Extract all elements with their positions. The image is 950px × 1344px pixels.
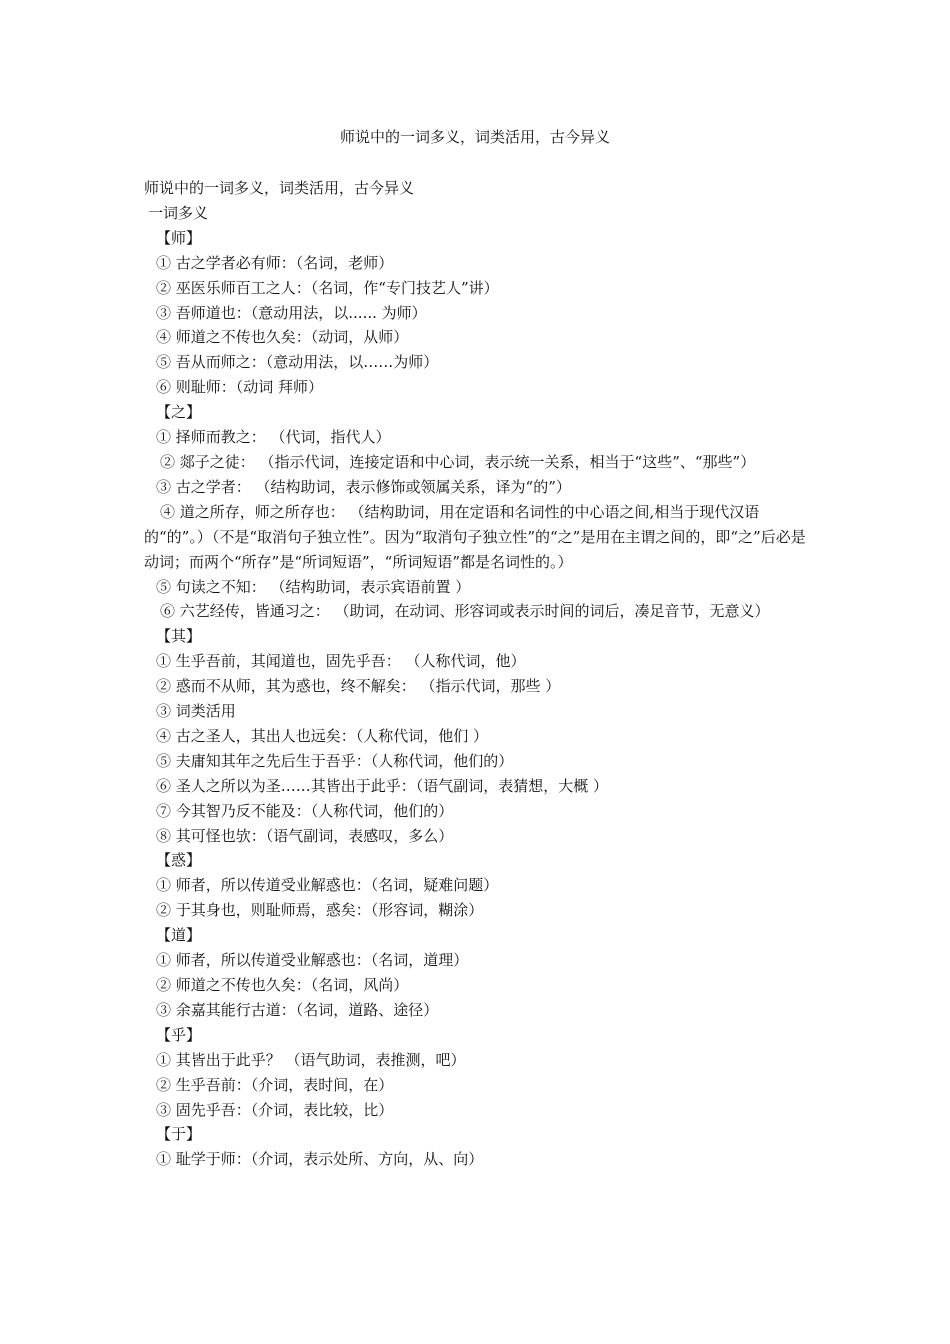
document-body: [144, 176, 808, 1172]
list-item: ④ 师道之不传也久矣：（动词，从师）: [156, 328, 409, 347]
list-item: ① 生乎吾前，其闻道也，固先乎吾： （人称代词，他）: [156, 652, 526, 671]
list-item: ① 师者，所以传道受业解惑也：（名词，道理）: [156, 951, 469, 970]
list-item: ③ 固先乎吾：（介词，表比较，比）: [156, 1100, 394, 1119]
group-head-huo: 【惑】: [156, 851, 202, 870]
list-item: ② 师道之不传也久矣：（名词，风尚）: [156, 976, 409, 994]
document-title: 师说中的一词多义，词类活用，古今异义: [339, 128, 610, 146]
group-head-hu: 【乎】: [156, 1025, 202, 1044]
document-heading: 师说中的一词多义，词类活用，古今异义: [144, 179, 415, 197]
group-head-yu: 【于】: [156, 1125, 202, 1144]
list-item: ② 郯子之徒： （指示代词，连接定语和中心词，表示统一关系，相当于“这些”、“那些”）: [160, 452, 756, 471]
list-item: ④ 道之所存，师之所存也： （结构助词，用在定语和名词性的中心语之间,相当于现代汉语的“的”。）（不是“取消句子独立性”。因为“取消句子独立性”的“之”是用在主谓之间的，即“之”后必是动词；而两个“所存”是“所词短语”，“所词短语”都是名词性的。）: [144, 502, 806, 571]
list-item: ⑤ 夫庸知其年之先后生于吾乎：（人称代词，他们的）: [156, 751, 514, 770]
list-item: ③ 余嘉其能行古道：（名词，道路、途径）: [156, 1000, 439, 1019]
list-item: ② 生乎吾前：（介词，表时间，在）: [156, 1075, 394, 1094]
list-item: ⑥ 则耻师：（动词 拜师）: [156, 378, 324, 397]
list-item: ⑥ 六艺经传，皆通习之： （助词，在动词、形容词或表示时间的词后，凑足音节，无意义）: [160, 602, 770, 621]
list-item: ⑤ 句读之不知： （结构助词，表示宾语前置 ）: [156, 577, 471, 596]
list-item: ① 古之学者必有师：（名词，老师）: [156, 253, 394, 272]
list-item: ① 其皆出于此乎？ （语气助词，表推测，吧）: [156, 1050, 466, 1069]
list-item: ⑧ 其可怪也欤：（语气副词，表感叹，多么）: [156, 826, 454, 845]
list-item: ⑥ 圣人之所以为圣……其皆出于此乎：（语气副词，表猜想，大概 ）: [156, 776, 609, 795]
list-item: ① 师者，所以传道受业解惑也：（名词，疑难问题）: [156, 876, 499, 895]
list-item: ③ 吾师道也：（意动用法，以...... 为师）: [156, 303, 427, 322]
list-item: ② 惑而不从师，其为惑也，终不解矣： （指示代词，那些 ）: [156, 677, 561, 696]
list-item: ⑤ 吾从而师之：（意动用法，以……为师）: [156, 353, 439, 372]
group-head-shi: 【师】: [156, 228, 202, 247]
list-item: ② 巫医乐师百工之人：（名词，作“专门技艺人”讲）: [156, 278, 499, 297]
section-heading: 一词多义: [148, 203, 209, 222]
group-head-dao: 【道】: [156, 926, 202, 945]
group-head-zhi: 【之】: [156, 403, 202, 422]
list-item: ① 择师而教之： （代词，指代人）: [156, 428, 391, 447]
group-head-qi: 【其】: [156, 627, 202, 646]
list-item: ② 于其身也，则耻师焉，惑矣：（形容词，糊涂）: [156, 901, 484, 920]
list-item: ④ 古之圣人，其出人也远矣：（人称代词，他们 ）: [156, 726, 489, 745]
list-item: ③ 词类活用: [156, 702, 236, 721]
list-item: ③ 古之学者： （结构助词，表示修饰或领属关系，译为“的”）: [156, 477, 571, 496]
list-item: ⑦ 今其智乃反不能及：（人称代词，他们的）: [156, 801, 454, 820]
list-item: ① 耻学于师：（介词，表示处所、方向，从、向）: [156, 1150, 484, 1169]
